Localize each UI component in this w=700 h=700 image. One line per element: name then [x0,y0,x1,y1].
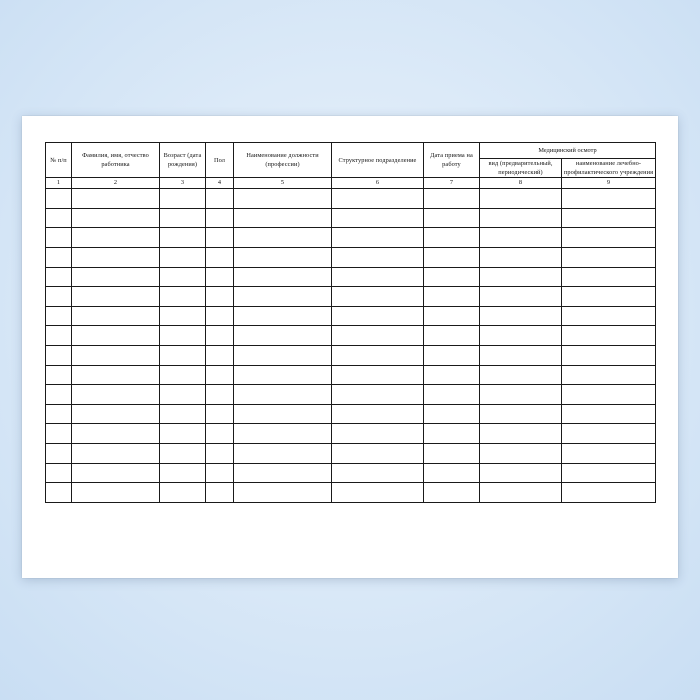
table-cell[interactable] [206,287,234,307]
table-cell[interactable] [424,189,480,209]
table-cell[interactable] [206,463,234,483]
column-number-4: 4 [206,178,234,189]
table-cell[interactable] [562,326,656,346]
table-cell[interactable] [424,483,480,503]
table-cell[interactable] [332,189,424,209]
table-cell[interactable] [72,404,160,424]
table-cell[interactable] [234,424,332,444]
table-cell[interactable] [480,365,562,385]
column-header-5: Наименование должности (профессии) [234,143,332,178]
table-cell[interactable] [562,346,656,366]
table-cell[interactable] [72,267,160,287]
table-cell[interactable] [46,424,72,444]
table-cell[interactable] [424,208,480,228]
table-cell[interactable] [562,365,656,385]
table-cell[interactable] [480,463,562,483]
table-row [46,365,656,385]
table-cell[interactable] [160,385,206,405]
table-cell[interactable] [206,267,234,287]
table-cell[interactable] [206,248,234,268]
table-cell[interactable] [72,385,160,405]
table-cell[interactable] [234,346,332,366]
table-cell[interactable] [206,189,234,209]
table-row [46,287,656,307]
table-cell[interactable] [480,189,562,209]
table-cell[interactable] [160,287,206,307]
table-row [46,483,656,503]
table-cell[interactable] [332,267,424,287]
table-cell[interactable] [46,189,72,209]
column-header-6: Структурное подразделение [332,143,424,178]
medical-exam-group-header: Медицинский осмотр [480,143,656,159]
table-cell[interactable] [72,483,160,503]
table-cell[interactable] [424,228,480,248]
table-cell[interactable] [562,306,656,326]
column-number-1: 1 [46,178,72,189]
table-cell[interactable] [562,287,656,307]
table-cell[interactable] [160,463,206,483]
table-cell[interactable] [206,326,234,346]
table-cell[interactable] [46,306,72,326]
table-body [46,189,656,503]
table-cell[interactable] [480,483,562,503]
table-cell[interactable] [46,228,72,248]
table-cell[interactable] [160,424,206,444]
registry-table [45,142,656,503]
table-row [46,346,656,366]
table-cell[interactable] [234,443,332,463]
table-row [46,424,656,444]
table-cell[interactable] [206,228,234,248]
table-cell[interactable] [206,443,234,463]
table-cell[interactable] [72,346,160,366]
table-cell[interactable] [160,228,206,248]
table-cell[interactable] [480,385,562,405]
table-cell[interactable] [332,463,424,483]
table-cell[interactable] [234,267,332,287]
table-cell[interactable] [562,424,656,444]
table-cell[interactable] [234,365,332,385]
table-cell[interactable] [424,346,480,366]
table-cell[interactable] [424,267,480,287]
table-cell[interactable] [480,267,562,287]
table-cell[interactable] [160,365,206,385]
table-cell[interactable] [332,443,424,463]
table-cell[interactable] [72,208,160,228]
column-number-9: 9 [562,178,656,189]
document-page [22,116,678,578]
table-row [46,326,656,346]
table-cell[interactable] [424,248,480,268]
table-cell[interactable] [332,208,424,228]
table-cell[interactable] [46,365,72,385]
table-cell[interactable] [234,248,332,268]
table-cell[interactable] [46,208,72,228]
table-cell[interactable] [562,208,656,228]
table-cell[interactable] [480,443,562,463]
table-cell[interactable] [160,483,206,503]
table-cell[interactable] [72,443,160,463]
table-cell[interactable] [480,208,562,228]
column-number-5: 5 [234,178,332,189]
table-cell[interactable] [424,287,480,307]
table-cell[interactable] [332,385,424,405]
table-cell[interactable] [234,463,332,483]
table-cell[interactable] [46,385,72,405]
table-cell[interactable] [206,424,234,444]
table-head [46,143,656,189]
table-cell[interactable] [424,404,480,424]
table-cell[interactable] [480,404,562,424]
table-cell[interactable] [234,385,332,405]
form-sheet [45,142,655,554]
table-row [46,248,656,268]
table-cell[interactable] [160,326,206,346]
table-cell[interactable] [234,404,332,424]
table-cell[interactable] [72,424,160,444]
table-cell[interactable] [562,189,656,209]
table-row [46,189,656,209]
table-cell[interactable] [424,306,480,326]
table-cell[interactable] [72,228,160,248]
table-cell[interactable] [160,443,206,463]
table-cell[interactable] [160,306,206,326]
table-cell[interactable] [234,287,332,307]
table-row [46,385,656,405]
table-cell[interactable] [332,287,424,307]
column-number-3: 3 [160,178,206,189]
column-number-6: 6 [332,178,424,189]
table-cell[interactable] [332,424,424,444]
column-number-row [46,178,656,189]
table-cell[interactable] [160,267,206,287]
table-cell[interactable] [234,228,332,248]
table-cell[interactable] [480,248,562,268]
column-header-9: наименование лечебно-профилактического учреждения [562,159,656,178]
table-cell[interactable] [72,326,160,346]
table-cell[interactable] [332,228,424,248]
table-cell[interactable] [480,228,562,248]
column-header-2: Фамилия, имя, отчество работника [72,143,160,178]
table-cell[interactable] [332,404,424,424]
table-cell[interactable] [562,483,656,503]
table-row [46,208,656,228]
table-cell[interactable] [562,267,656,287]
table-cell[interactable] [206,365,234,385]
table-cell[interactable] [424,463,480,483]
table-cell[interactable] [72,365,160,385]
table-cell[interactable] [562,443,656,463]
table-cell[interactable] [480,424,562,444]
table-cell[interactable] [160,346,206,366]
table-cell[interactable] [46,248,72,268]
column-number-7: 7 [424,178,480,189]
table-cell[interactable] [46,326,72,346]
column-header-7: Дата приема на работу [424,143,480,178]
table-cell[interactable] [46,463,72,483]
table-cell[interactable] [332,365,424,385]
table-cell[interactable] [234,208,332,228]
table-cell[interactable] [72,306,160,326]
table-cell[interactable] [160,189,206,209]
table-cell[interactable] [480,306,562,326]
table-cell[interactable] [332,483,424,503]
table-cell[interactable] [72,463,160,483]
table-cell[interactable] [424,385,480,405]
table-row [46,267,656,287]
column-number-2: 2 [72,178,160,189]
table-cell[interactable] [480,326,562,346]
table-cell[interactable] [46,267,72,287]
table-cell[interactable] [424,365,480,385]
table-cell[interactable] [424,424,480,444]
table-row [46,228,656,248]
table-cell[interactable] [234,483,332,503]
table-cell[interactable] [332,346,424,366]
table-cell[interactable] [562,404,656,424]
table-cell[interactable] [46,443,72,463]
table-cell[interactable] [332,248,424,268]
table-row [46,443,656,463]
table-row [46,463,656,483]
table-cell[interactable] [46,404,72,424]
table-row [46,306,656,326]
table-cell[interactable] [562,385,656,405]
table-cell[interactable] [332,306,424,326]
column-header-8: вид (предварительный, периодический) [480,159,562,178]
table-cell[interactable] [206,346,234,366]
table-cell[interactable] [206,385,234,405]
table-cell[interactable] [424,443,480,463]
table-cell[interactable] [160,208,206,228]
table-cell[interactable] [234,326,332,346]
table-cell[interactable] [72,248,160,268]
column-header-3: Возраст (дата рождения) [160,143,206,178]
table-cell[interactable] [206,306,234,326]
table-cell[interactable] [206,404,234,424]
table-cell[interactable] [562,228,656,248]
table-cell[interactable] [234,189,332,209]
table-cell[interactable] [160,248,206,268]
table-cell[interactable] [562,248,656,268]
table-cell[interactable] [72,287,160,307]
table-cell[interactable] [562,463,656,483]
table-cell[interactable] [480,346,562,366]
column-header-1: № п/п [46,143,72,178]
table-cell[interactable] [46,346,72,366]
table-cell[interactable] [480,287,562,307]
table-cell[interactable] [424,326,480,346]
table-cell[interactable] [206,208,234,228]
table-cell[interactable] [46,287,72,307]
group-header-row [46,143,656,159]
column-number-8: 8 [480,178,562,189]
table-cell[interactable] [206,483,234,503]
table-cell[interactable] [72,189,160,209]
table-cell[interactable] [160,404,206,424]
table-cell[interactable] [46,483,72,503]
table-cell[interactable] [332,326,424,346]
column-header-4: Пол [206,143,234,178]
table-cell[interactable] [234,306,332,326]
table-row [46,404,656,424]
